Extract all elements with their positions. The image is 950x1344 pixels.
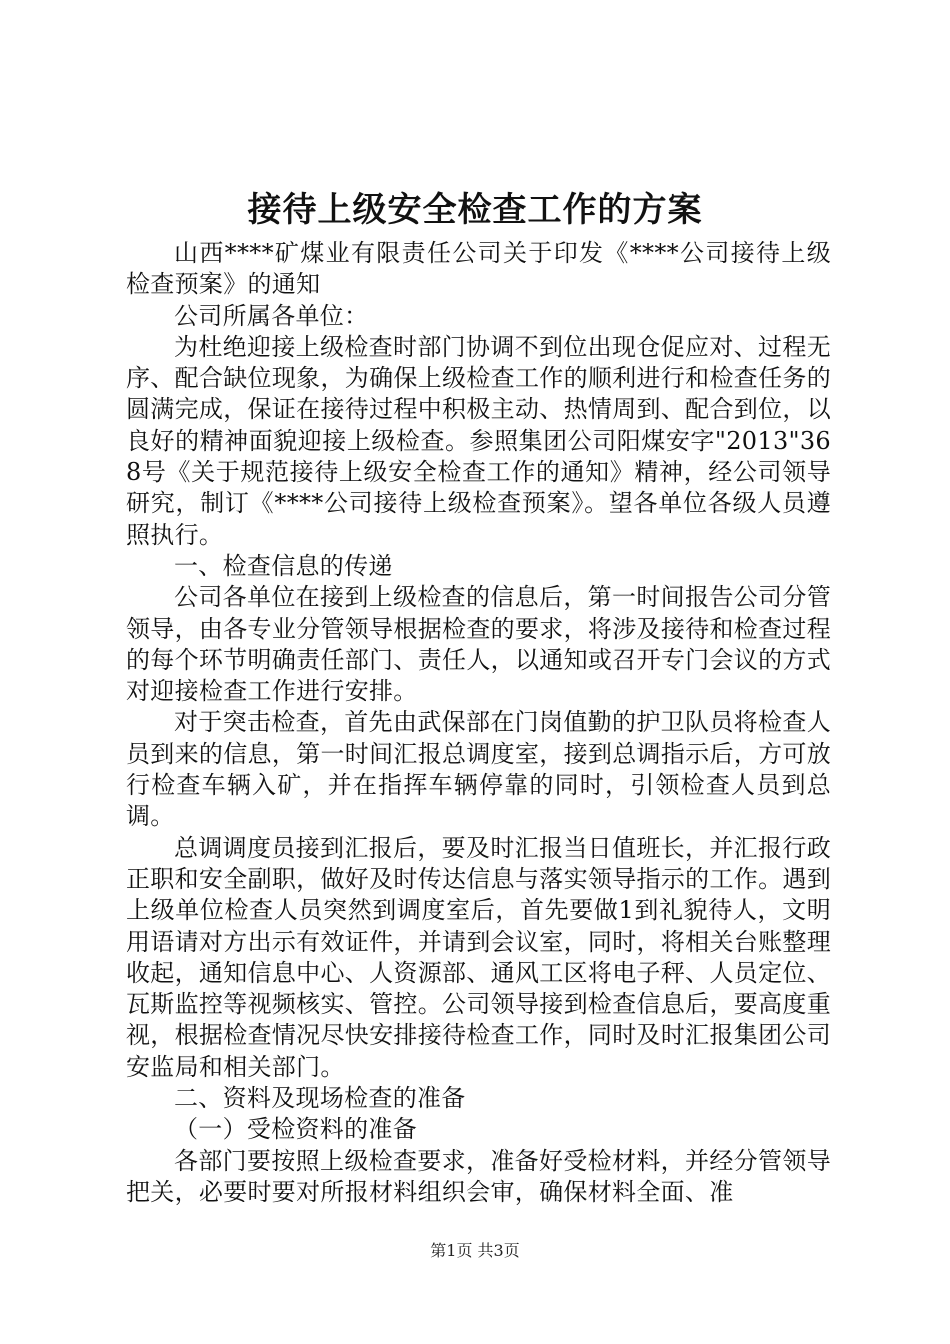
section-heading-1: 一、检查信息的传递 xyxy=(174,551,393,580)
document-title: 接待上级安全检查工作的方案 xyxy=(247,190,703,230)
paragraph-introduction: 为杜绝迎接上级检查时部门协调不到位出现仓促应对、过程无序、配合缺位现象，为确保上级检查工作的顺利进行和检查任务的圆满完成，保证在接待过程中积极主动、热情周到、配合到位，以良好的精神面貌迎接上级检查。参照集团公司阳煤安字"2013"368号《关于规范接待上级安全检查工作的通知》精神，经公司领导研究，制订《****公司接待上级检查预案》。望各单位各级人员遵照执行。 xyxy=(126,332,831,549)
subsection-heading-1: （一）受检资料的准备 xyxy=(174,1115,417,1144)
paragraph-dispatcher-duties: 总调调度员接到汇报后，要及时汇报当日值班长，并汇报行政正职和安全副职，做好及时传达信息与落实领导指示的工作。遇到上级单位检查人员突然到调度室后，首先要做1到礼貌待人，文明用语请对方出示有效证件，并请到会议室，同时，将相关台账整理收起，通知信息中心、人资源部、通风工区将电子秤、人员定位、瓦斯监控等视频核实、管控。公司领导接到检查信息后，要高度重视，根据检查情况尽快安排接待检查工作，同时及时汇报集团公司安监局和相关部门。 xyxy=(126,833,831,1081)
paragraph-surprise-inspection: 对于突击检查，首先由武保部在门岗值勤的护卫队员将检查人员到来的信息，第一时间汇报总调度室，接到总调指示后，方可放行检查车辆入矿，并在指挥车辆停靠的同时，引领检查人员到总调。 xyxy=(126,708,831,831)
paragraph-salutation: 公司所属各单位： xyxy=(174,301,369,330)
paragraph-materials-preparation: 各部门要按照上级检查要求，准备好受检材料，并经分管领导把关，必要时要对所报材料组织会审，确保材料全面、准 xyxy=(126,1146,831,1206)
paragraph-notice-heading: 山西****矿煤业有限责任公司关于印发《****公司接待上级检查预案》的通知 xyxy=(126,239,831,299)
page-number: 第1页 共3页 xyxy=(430,1241,520,1260)
document-body xyxy=(126,238,831,1208)
paragraph-info-reporting: 公司各单位在接到上级检查的信息后，第一时间报告公司分管领导，由各专业分管领导根据检查的要求，将涉及接待和检查过程的每个环节明确责任部门、责任人，以通知或召开专门会议的方式对迎接检查工作进行安排。 xyxy=(126,583,831,706)
section-heading-2: 二、资料及现场检查的准备 xyxy=(174,1084,466,1113)
